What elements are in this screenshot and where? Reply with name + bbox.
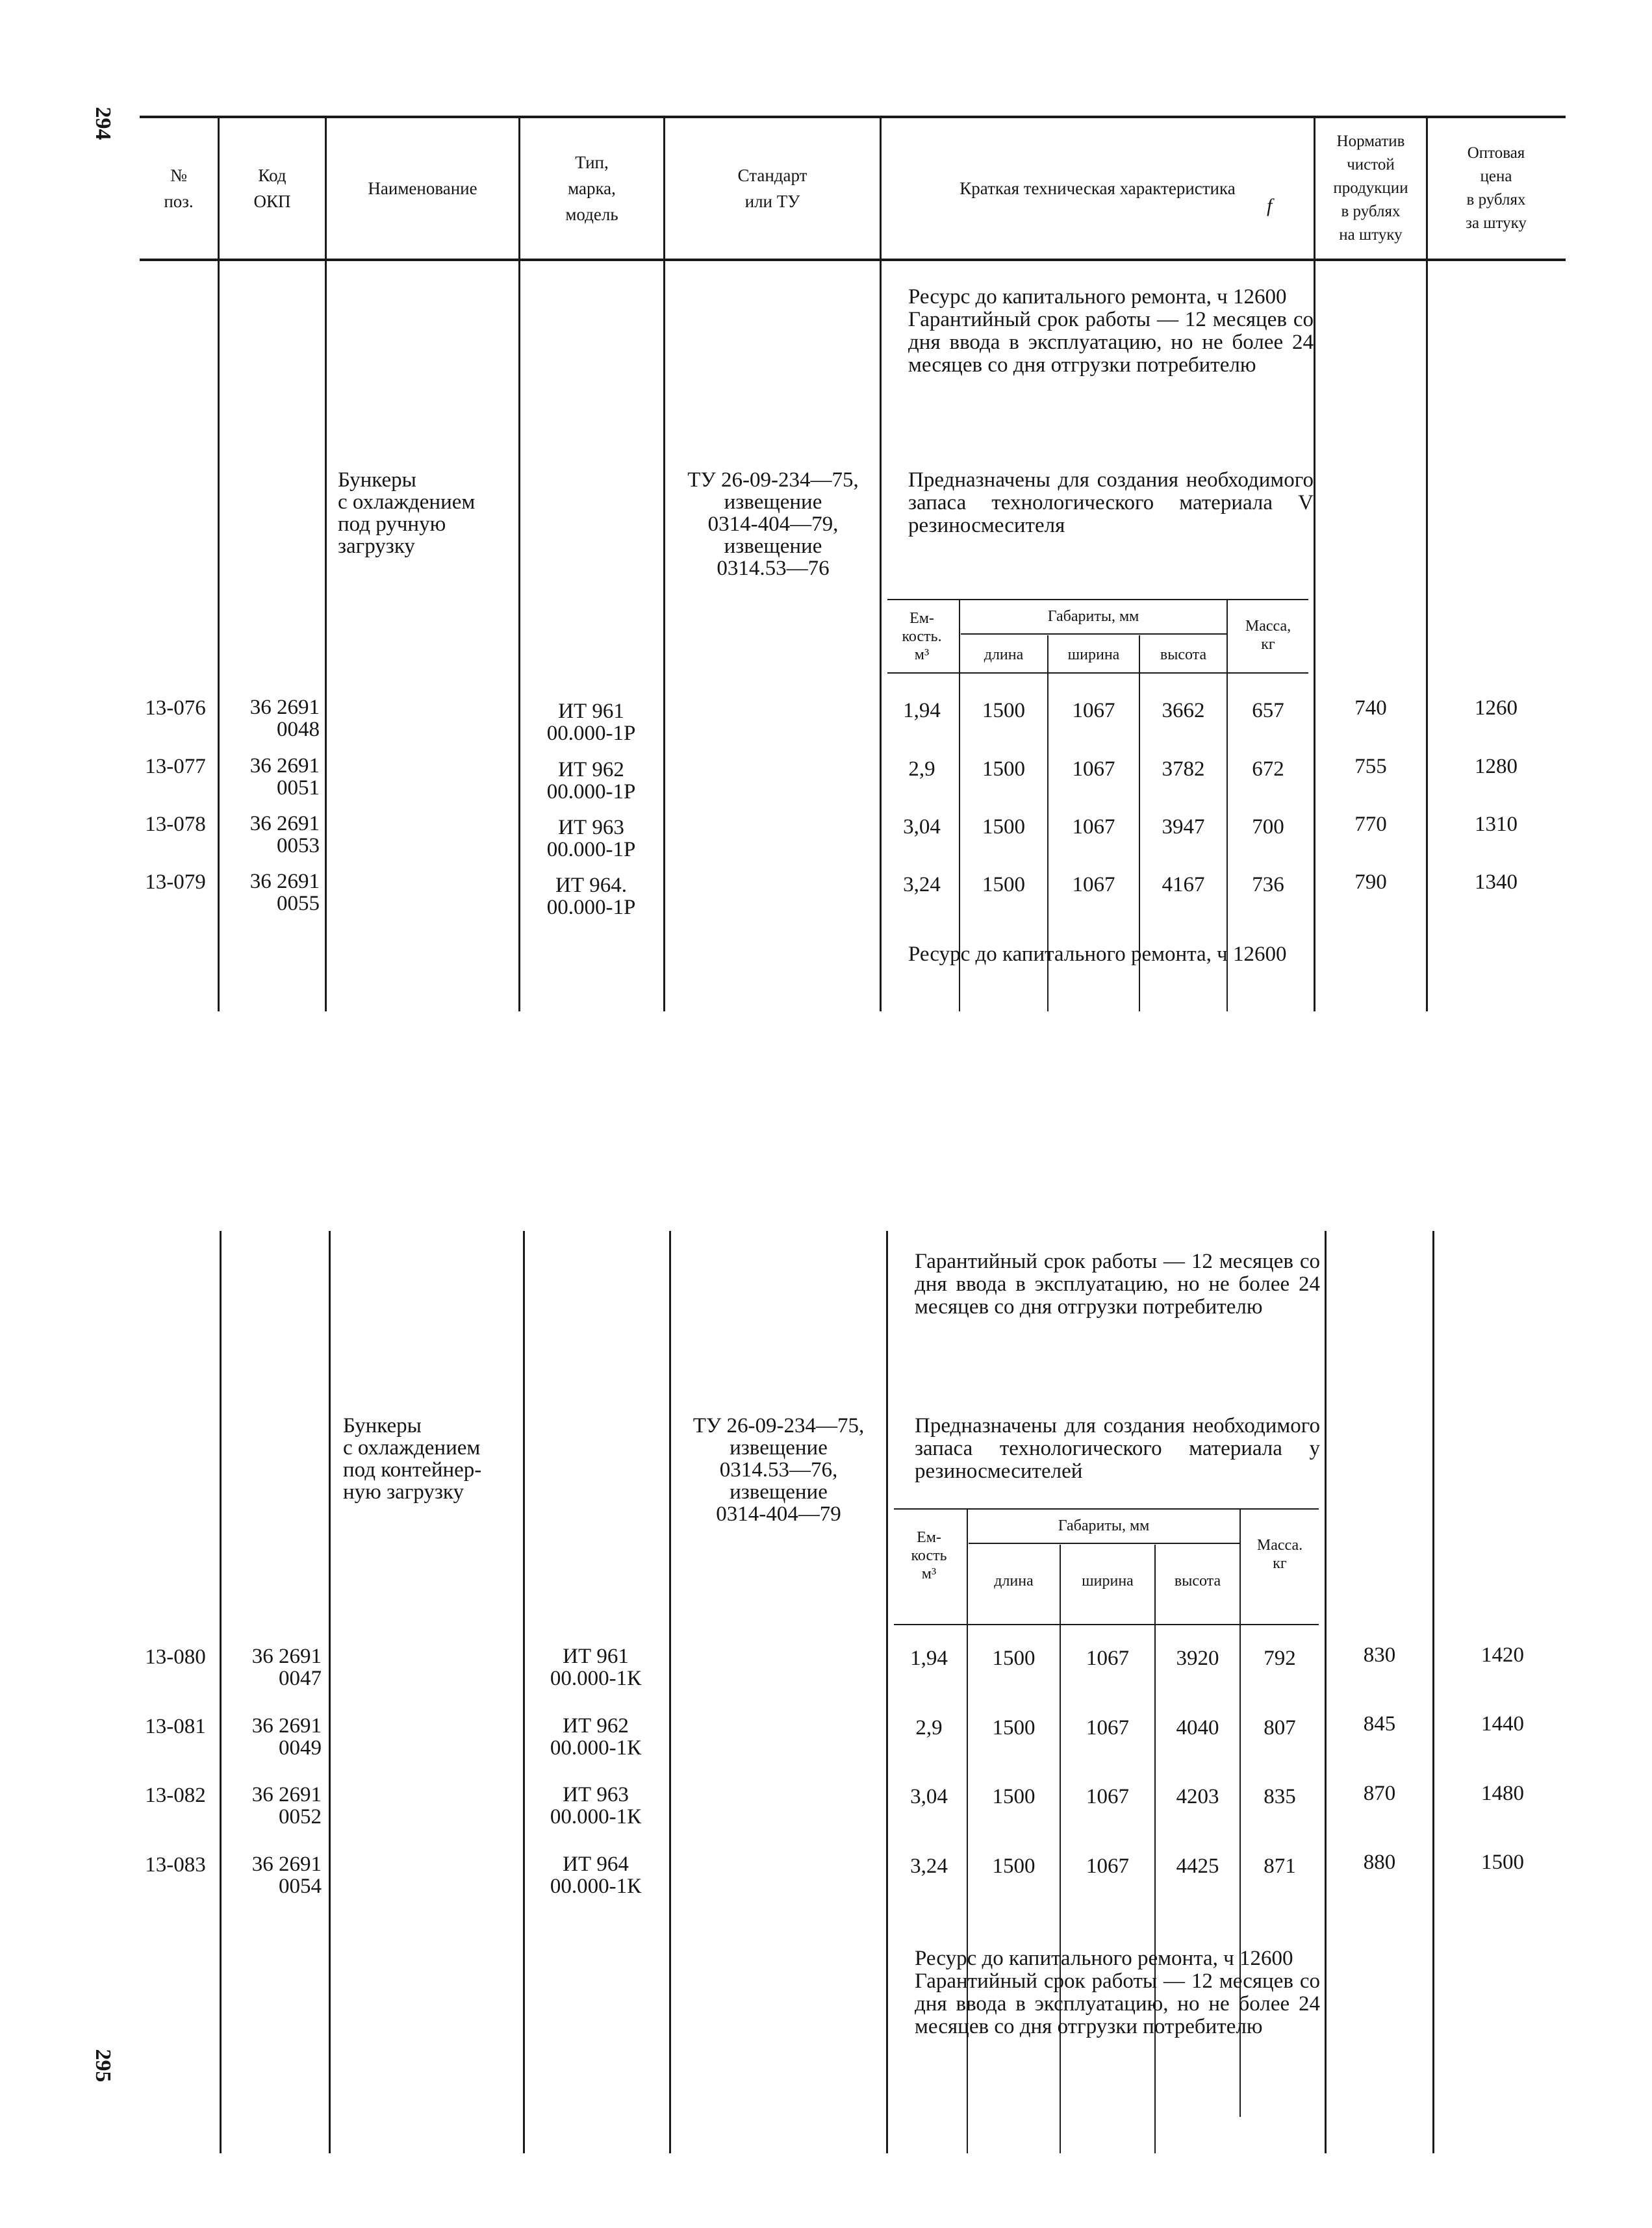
row-price: 1440 [1481, 1712, 1524, 1736]
row-pos: 13-081 [145, 1715, 206, 1738]
row-length: 1500 [982, 815, 1025, 839]
section2-purpose: Предназначены для создания необходимого запаса технологического материала у резиносмесителей [915, 1414, 1320, 1483]
row-width: 1067 [1086, 1647, 1129, 1670]
header-standard: Стандарт или ТУ [737, 166, 807, 211]
row-model: ИТ 962 00.000-1К [550, 1714, 642, 1760]
page-number-top: 294 [91, 107, 115, 140]
row-model: ИТ 961 00.000-1К [550, 1645, 642, 1690]
row-length: 1500 [992, 1855, 1036, 1878]
section2-name: Бункеры с охлаждением под контейнер- ную загрузку [343, 1414, 482, 1504]
col-line-2b [329, 1231, 331, 2153]
header-name: Наименование [368, 179, 477, 198]
row-code: 36 2691 0053 [249, 812, 320, 857]
row-width: 1067 [1086, 1716, 1129, 1740]
s1-inner-bottom-rule [887, 672, 1308, 674]
page-number-bottom: 295 [91, 2049, 115, 2082]
row-capacity: 2,9 [908, 757, 935, 781]
row-code: 36 2691 0049 [251, 1714, 322, 1760]
col-line-5b [886, 1231, 888, 2153]
row-price: 1310 [1475, 813, 1518, 836]
row-code: 36 2691 0048 [249, 696, 320, 741]
row-norm: 740 [1354, 696, 1387, 720]
row-width: 1067 [1086, 1785, 1129, 1808]
row-mass: 871 [1264, 1855, 1296, 1878]
row-price: 1500 [1481, 1851, 1524, 1874]
col-line-7b [1432, 1231, 1434, 2153]
s2-inner-mass: Масса. кг [1256, 1537, 1303, 1572]
row-height: 3662 [1162, 699, 1205, 722]
s2-inner-capacity: Ем- кость м³ [911, 1529, 947, 1582]
row-mass: 807 [1264, 1716, 1296, 1740]
header-model: Тип, марка, модель [565, 153, 618, 224]
row-code: 36 2691 0047 [251, 1645, 322, 1690]
col-line-6b [1325, 1231, 1327, 2153]
col-line-1 [218, 118, 220, 1011]
row-price: 1480 [1481, 1782, 1524, 1805]
section2-lead-text: Гарантийный срок работы — 12 месяцев со дня ввода в эксплуатацию, но не более 24 месяцев со дня отгрузки потребителю [915, 1250, 1320, 1319]
row-model: ИТ 961 00.000-1Р [546, 700, 636, 745]
col-line-2 [325, 118, 327, 1011]
col-line-3b [523, 1231, 525, 2153]
row-length: 1500 [992, 1647, 1036, 1670]
s1-inner-height: высота [1160, 646, 1207, 663]
section2-tail-text: Ресурс до капитального ремонта, ч 12600 Гарантийный срок работы — 12 месяцев со дня ввода в эксплуатацию, но не более 24 месяцев со дня отгрузки потребителю [915, 1947, 1320, 2038]
row-model: ИТ 962 00.000-1Р [546, 758, 636, 804]
row-height: 3920 [1176, 1647, 1219, 1670]
row-height: 3782 [1162, 757, 1205, 781]
s1-inner-dims-rule [961, 633, 1227, 635]
row-mass: 672 [1252, 757, 1284, 781]
row-length: 1500 [992, 1785, 1036, 1808]
row-pos: 13-080 [145, 1645, 206, 1669]
s2-inner-top-rule [894, 1508, 1319, 1510]
row-norm: 845 [1363, 1712, 1396, 1736]
section1-lead-text: Ресурс до капитального ремонта, ч 12600 Гарантийный срок работы — 12 месяцев со дня ввода в эксплуатацию, но не более 24 месяцев со дня отгрузки потребителю [908, 285, 1314, 377]
row-price: 1420 [1481, 1643, 1524, 1667]
row-price: 1260 [1475, 696, 1518, 720]
section1-standard: ТУ 26-09-234—75, извещение 0314-404—79, извещение 0314.53—76 [687, 468, 859, 580]
row-pos: 13-082 [145, 1784, 206, 1807]
row-mass: 657 [1252, 699, 1284, 722]
row-width: 1067 [1072, 699, 1115, 722]
row-mass: 835 [1264, 1785, 1296, 1808]
row-capacity: 3,04 [903, 815, 941, 839]
section1-purpose: Предназначены для создания необходимого запаса технологического материала V резиносмесителя [908, 468, 1314, 537]
section1-name: Бункеры с охлаждением под ручную загрузку [338, 468, 476, 558]
row-height: 4425 [1176, 1855, 1219, 1878]
row-length: 1500 [992, 1716, 1036, 1740]
row-model: ИТ 963 00.000-1К [550, 1783, 642, 1829]
s2-inner-width: ширина [1082, 1573, 1134, 1589]
row-norm: 870 [1363, 1782, 1396, 1805]
header-bottom-rule [140, 259, 1566, 261]
row-price: 1340 [1475, 870, 1518, 894]
row-price: 1280 [1475, 755, 1518, 778]
s1-inner-top-rule [887, 599, 1308, 600]
col-line-5 [880, 118, 882, 1011]
row-norm: 830 [1363, 1643, 1396, 1667]
section2-standard: ТУ 26-09-234—75, извещение 0314.53—76, извещение 0314-404—79 [693, 1414, 865, 1526]
row-model: ИТ 963 00.000-1Р [546, 816, 636, 861]
row-width: 1067 [1072, 815, 1115, 839]
s1-inner-dims: Габариты, мм [1047, 608, 1139, 625]
row-code: 36 2691 0055 [249, 870, 320, 915]
row-code: 36 2691 0051 [249, 754, 320, 800]
row-model: ИТ 964 00.000-1К [550, 1853, 642, 1898]
s2-inner-col-1 [967, 1508, 968, 2153]
row-length: 1500 [982, 757, 1025, 781]
row-capacity: 3,04 [910, 1785, 948, 1808]
row-height: 3947 [1162, 815, 1205, 839]
row-norm: 790 [1354, 870, 1387, 894]
col-line-4 [663, 118, 665, 1011]
row-norm: 880 [1363, 1851, 1396, 1874]
col-line-1b [220, 1231, 222, 2153]
row-code: 36 2691 0052 [251, 1783, 322, 1829]
section1-tail-text: Ресурс до капитального ремонта, ч 12600 [908, 943, 1287, 966]
s2-inner-col-3 [1154, 1545, 1156, 2153]
row-width: 1067 [1072, 873, 1115, 896]
row-capacity: 3,24 [910, 1855, 948, 1878]
s1-inner-length: длина [984, 646, 1024, 663]
s1-inner-width: ширина [1067, 646, 1120, 663]
header-norm: Норматив чистой продукции в рублях на штуку [1333, 133, 1408, 244]
s2-inner-bottom-rule [894, 1624, 1319, 1625]
s1-inner-capacity: Ем- кость. м³ [902, 610, 942, 663]
col-line-3 [518, 118, 520, 1011]
header-top-rule [140, 116, 1566, 118]
row-pos: 13-076 [145, 696, 206, 720]
row-capacity: 1,94 [910, 1647, 948, 1670]
row-pos: 13-079 [145, 870, 206, 894]
row-pos: 13-083 [145, 1853, 206, 1877]
row-width: 1067 [1072, 757, 1115, 781]
row-length: 1500 [982, 873, 1025, 896]
row-mass: 736 [1252, 873, 1284, 896]
header-spec: Краткая техническая характеристика [959, 179, 1236, 198]
s2-inner-dims: Габариты, мм [1058, 1517, 1150, 1534]
row-code: 36 2691 0054 [251, 1853, 322, 1898]
row-height: 4040 [1176, 1716, 1219, 1740]
header-spec-mark: f [1267, 195, 1273, 216]
row-pos: 13-078 [145, 813, 206, 836]
row-height: 4167 [1162, 873, 1205, 896]
row-capacity: 2,9 [915, 1716, 943, 1740]
row-capacity: 1,94 [903, 699, 941, 722]
col-line-4b [669, 1231, 671, 2153]
s2-inner-height: высота [1174, 1573, 1221, 1589]
s2-inner-length: длина [994, 1573, 1034, 1589]
row-length: 1500 [982, 699, 1025, 722]
s2-inner-dims-rule [969, 1543, 1240, 1544]
header-pos: № поз. [164, 166, 194, 211]
row-width: 1067 [1086, 1855, 1129, 1878]
s1-inner-mass: Масса, кг [1245, 618, 1291, 653]
row-pos: 13-077 [145, 755, 206, 778]
header-price: Оптовая цена в рублях за штуку [1466, 144, 1527, 232]
row-mass: 700 [1252, 815, 1284, 839]
s2-inner-col-2 [1060, 1545, 1061, 2153]
row-norm: 755 [1354, 755, 1387, 778]
header-okp: Код ОКП [253, 166, 291, 211]
row-capacity: 3,24 [903, 873, 941, 896]
row-height: 4203 [1176, 1785, 1219, 1808]
row-norm: 770 [1354, 813, 1387, 836]
row-mass: 792 [1264, 1647, 1296, 1670]
row-model: ИТ 964. 00.000-1Р [546, 874, 636, 919]
